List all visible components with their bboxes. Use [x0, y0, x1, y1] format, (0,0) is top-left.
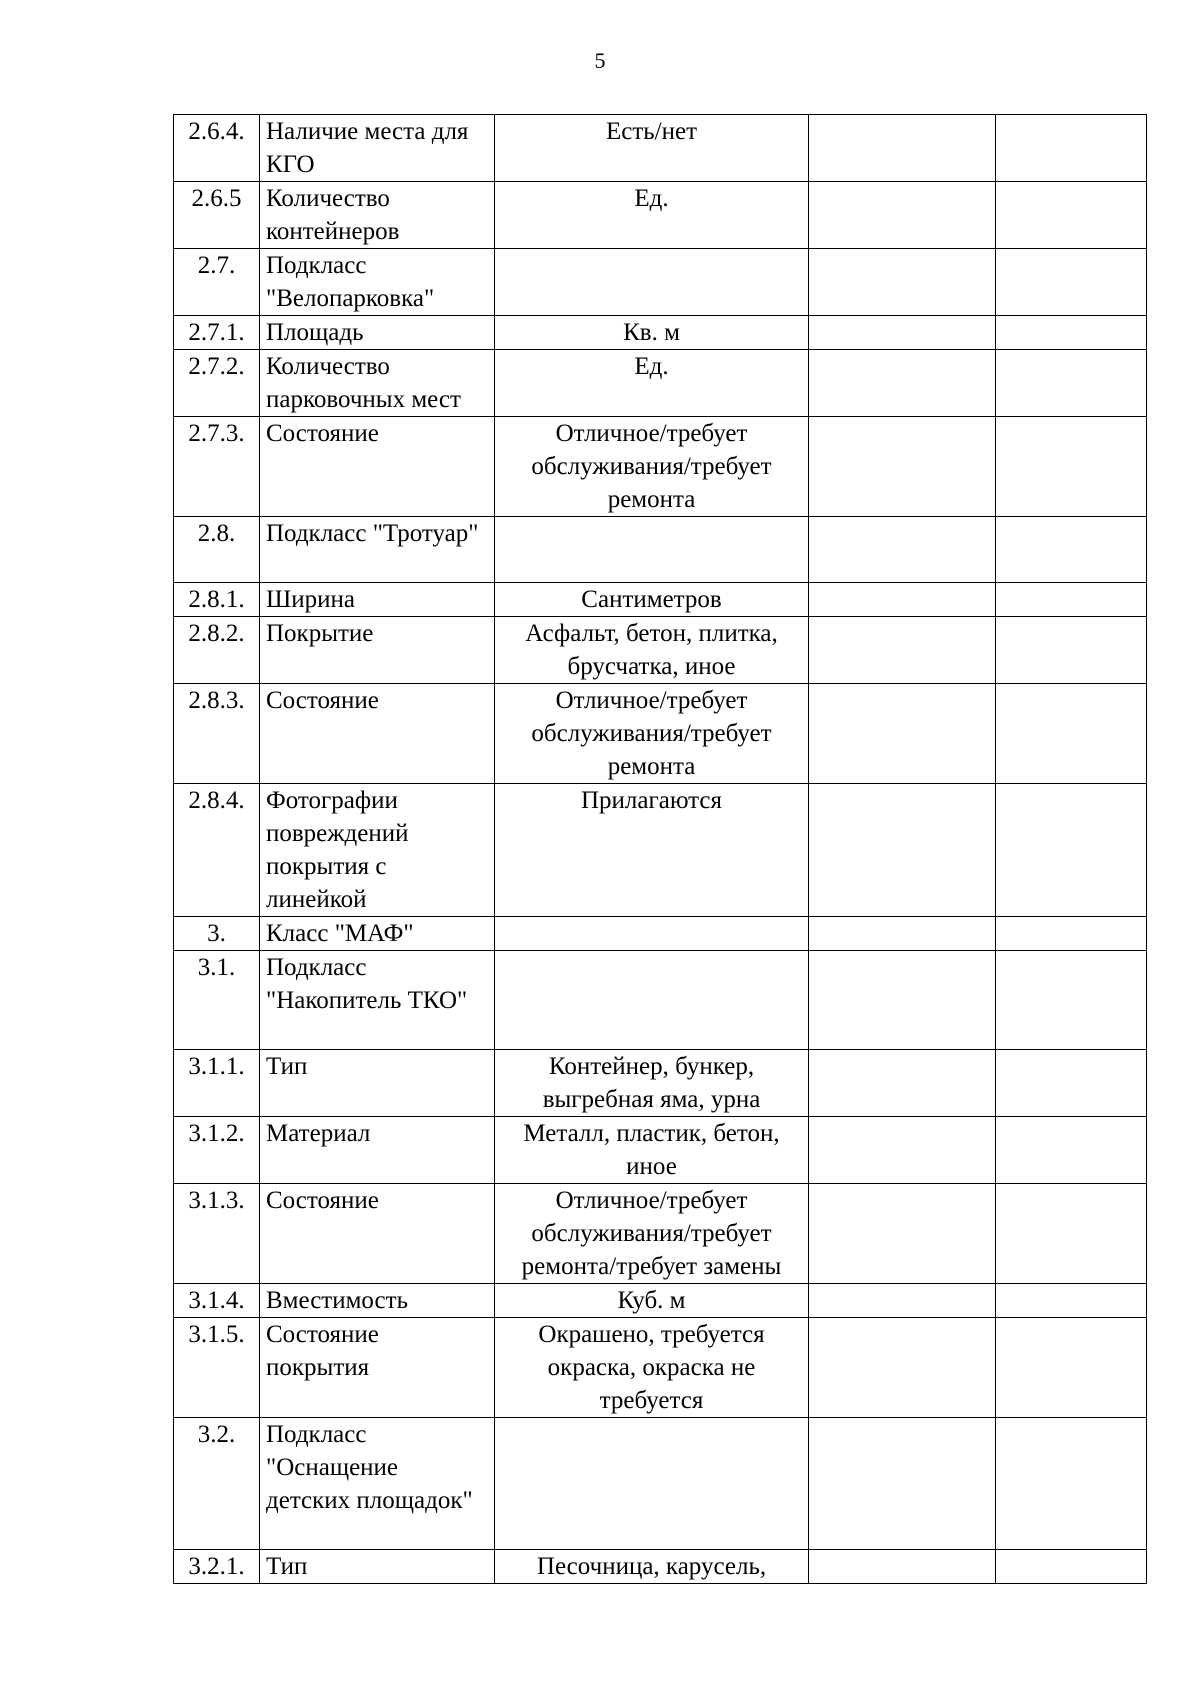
row-name: Подкласс "Накопитель ТКО" [260, 951, 495, 1050]
row-unit: Отличное/требует обслуживания/требует ремонта [495, 684, 809, 784]
row-empty-cell [996, 316, 1147, 350]
row-number: 3.1.1. [174, 1050, 260, 1117]
row-empty-cell [809, 1318, 996, 1418]
row-empty-cell [809, 249, 996, 316]
row-number: 3.2.1. [174, 1550, 260, 1584]
row-name: Тип [260, 1050, 495, 1117]
row-empty-cell [809, 517, 996, 583]
table-row [174, 517, 1147, 583]
row-empty-cell [996, 182, 1147, 249]
row-empty-cell [809, 417, 996, 517]
row-unit: Сантиметров [495, 583, 809, 617]
row-number: 2.8.1. [174, 583, 260, 617]
row-unit: Ед. [495, 182, 809, 249]
row-empty-cell [809, 951, 996, 1050]
table-row [174, 951, 1147, 1050]
row-number: 2.8.3. [174, 684, 260, 784]
row-unit [495, 1418, 809, 1550]
row-empty-cell [809, 684, 996, 784]
row-name: Материал [260, 1117, 495, 1184]
row-name: Наличие места для КГО [260, 115, 495, 182]
row-empty-cell [809, 1117, 996, 1184]
row-unit: Асфальт, бетон, плитка, брусчатка, иное [495, 617, 809, 684]
row-empty-cell [809, 583, 996, 617]
row-empty-cell [996, 1418, 1147, 1550]
table-row [174, 1184, 1147, 1284]
row-name: Класс "МАФ" [260, 917, 495, 951]
row-empty-cell [809, 316, 996, 350]
table-row [174, 583, 1147, 617]
row-unit: Ед. [495, 350, 809, 417]
table-row [174, 182, 1147, 249]
table-row [174, 350, 1147, 417]
table-row [174, 617, 1147, 684]
row-empty-cell [809, 1284, 996, 1318]
row-number: 3.1.4. [174, 1284, 260, 1318]
row-empty-cell [809, 115, 996, 182]
row-empty-cell [996, 617, 1147, 684]
table-row [174, 417, 1147, 517]
row-unit [495, 917, 809, 951]
row-number: 3. [174, 917, 260, 951]
row-unit: Металл, пластик, бетон, иное [495, 1117, 809, 1184]
row-empty-cell [996, 1050, 1147, 1117]
row-empty-cell [809, 1418, 996, 1550]
row-empty-cell [996, 583, 1147, 617]
table-row [174, 684, 1147, 784]
row-empty-cell [809, 1050, 996, 1117]
row-name: Тип [260, 1550, 495, 1584]
table-row [174, 249, 1147, 316]
row-empty-cell [809, 1184, 996, 1284]
row-empty-cell [996, 249, 1147, 316]
row-number: 3.1.5. [174, 1318, 260, 1418]
row-number: 3.2. [174, 1418, 260, 1550]
row-name: Вместимость [260, 1284, 495, 1318]
row-unit: Песочница, карусель, [495, 1550, 809, 1584]
row-name: Состояние [260, 417, 495, 517]
row-empty-cell [996, 517, 1147, 583]
row-unit: Отличное/требует обслуживания/требует ремонта/требует замены [495, 1184, 809, 1284]
row-empty-cell [996, 1117, 1147, 1184]
row-empty-cell [996, 951, 1147, 1050]
row-name: Фотографии повреждений покрытия с линейкой [260, 784, 495, 917]
row-number: 2.6.5 [174, 182, 260, 249]
row-number: 3.1.2. [174, 1117, 260, 1184]
row-empty-cell [809, 784, 996, 917]
row-name: Ширина [260, 583, 495, 617]
row-unit [495, 951, 809, 1050]
table-row [174, 1418, 1147, 1550]
row-name: Состояние [260, 1184, 495, 1284]
row-number: 3.1.3. [174, 1184, 260, 1284]
table-row [174, 115, 1147, 182]
row-name: Количество парковочных мест [260, 350, 495, 417]
table-row [174, 917, 1147, 951]
page-number: 5 [594, 48, 606, 73]
row-unit [495, 249, 809, 316]
row-empty-cell [996, 1284, 1147, 1318]
row-unit [495, 517, 809, 583]
table-row [174, 1050, 1147, 1117]
row-number: 2.8. [174, 517, 260, 583]
row-empty-cell [996, 1550, 1147, 1584]
row-empty-cell [996, 917, 1147, 951]
row-name: Подкласс "Оснащение детских площадок" [260, 1418, 495, 1550]
row-empty-cell [809, 182, 996, 249]
row-number: 2.7. [174, 249, 260, 316]
row-empty-cell [996, 115, 1147, 182]
row-empty-cell [996, 350, 1147, 417]
row-empty-cell [996, 1318, 1147, 1418]
table-row [174, 1550, 1147, 1584]
row-number: 2.8.4. [174, 784, 260, 917]
row-empty-cell [996, 417, 1147, 517]
row-unit: Контейнер, бункер, выгребная яма, урна [495, 1050, 809, 1117]
row-number: 2.8.2. [174, 617, 260, 684]
row-empty-cell [996, 1184, 1147, 1284]
row-name: Покрытие [260, 617, 495, 684]
row-unit: Куб. м [495, 1284, 809, 1318]
row-number: 2.6.4. [174, 115, 260, 182]
attribute-table [173, 114, 1147, 1584]
row-empty-cell [809, 917, 996, 951]
row-unit: Кв. м [495, 316, 809, 350]
row-unit: Есть/нет [495, 115, 809, 182]
row-name: Площадь [260, 316, 495, 350]
row-number: 2.7.2. [174, 350, 260, 417]
row-number: 2.7.3. [174, 417, 260, 517]
row-name: Количество контейнеров [260, 182, 495, 249]
row-empty-cell [996, 684, 1147, 784]
table-row [174, 1284, 1147, 1318]
row-number: 3.1. [174, 951, 260, 1050]
row-unit: Отличное/требует обслуживания/требует ремонта [495, 417, 809, 517]
row-name: Подкласс "Велопарковка" [260, 249, 495, 316]
row-empty-cell [809, 350, 996, 417]
row-empty-cell [809, 1550, 996, 1584]
row-name: Состояние [260, 684, 495, 784]
row-unit: Окрашено, требуется окраска, окраска не требуется [495, 1318, 809, 1418]
row-unit: Прилагаются [495, 784, 809, 917]
row-empty-cell [996, 784, 1147, 917]
table-row [174, 316, 1147, 350]
table-body [174, 115, 1147, 1584]
row-empty-cell [809, 617, 996, 684]
row-name: Подкласс "Тротуар" [260, 517, 495, 583]
row-number: 2.7.1. [174, 316, 260, 350]
table-row [174, 1318, 1147, 1418]
table-row [174, 1117, 1147, 1184]
table-row [174, 784, 1147, 917]
row-name: Состояние покрытия [260, 1318, 495, 1418]
